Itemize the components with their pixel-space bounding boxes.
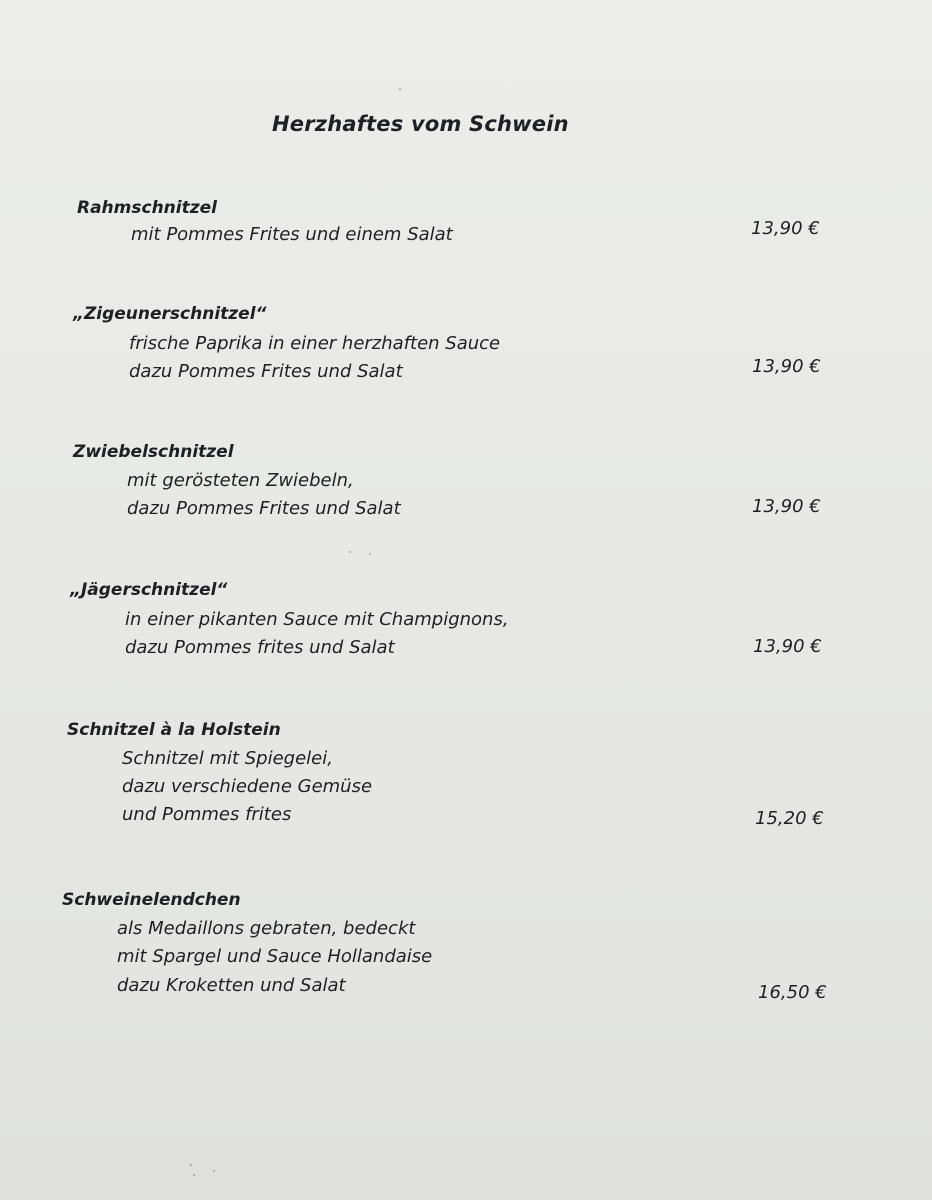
dish-description-line: mit Spargel und Sauce Hollandaise (117, 946, 433, 967)
dish-price: 13,90 € (752, 496, 821, 517)
dish-price: 13,90 € (751, 218, 820, 239)
dish-name: „Jägerschnitzel“ (70, 580, 228, 600)
dish-name: Rahmschnitzel (77, 198, 217, 218)
dish-name: Zwiebelschnitzel (73, 442, 234, 462)
dish-name: „Zigeunerschnitzel“ (73, 304, 267, 324)
dish-description-line: frische Paprika in einer herzhaften Sauce (129, 333, 501, 354)
dish-price: 16,50 € (758, 982, 827, 1003)
dish-description-line: in einer pikanten Sauce mit Champignons, (125, 609, 509, 630)
paper-speck (213, 1170, 215, 1172)
paper-speck (399, 88, 401, 90)
paper-speck (369, 553, 371, 555)
page-title: Herzhaftes vom Schwein (272, 112, 569, 136)
dish-description-line: und Pommes frites (122, 804, 292, 825)
paper-speck (349, 551, 351, 553)
dish-description-line: dazu Pommes Frites und Salat (127, 498, 401, 519)
dish-description-line: dazu Pommes frites und Salat (125, 637, 395, 658)
dish-price: 13,90 € (752, 356, 821, 377)
paper-speck (190, 1164, 192, 1166)
dish-price: 15,20 € (755, 808, 824, 829)
dish-description-line: mit Pommes Frites und einem Salat (131, 224, 453, 245)
dish-description-line: dazu verschiedene Gemüse (122, 776, 373, 797)
dish-price: 13,90 € (753, 636, 822, 657)
dish-description-line: mit gerösteten Zwiebeln, (127, 470, 354, 491)
dish-description-line: dazu Pommes Frites und Salat (129, 361, 403, 382)
dish-name: Schweinelendchen (62, 890, 241, 910)
dish-name: Schnitzel à la Holstein (67, 720, 281, 740)
dish-description-line: dazu Kroketten und Salat (117, 975, 346, 996)
paper-speck (193, 1174, 195, 1176)
dish-description-line: als Medaillons gebraten, bedeckt (117, 918, 416, 939)
dish-description-line: Schnitzel mit Spiegelei, (122, 748, 333, 769)
